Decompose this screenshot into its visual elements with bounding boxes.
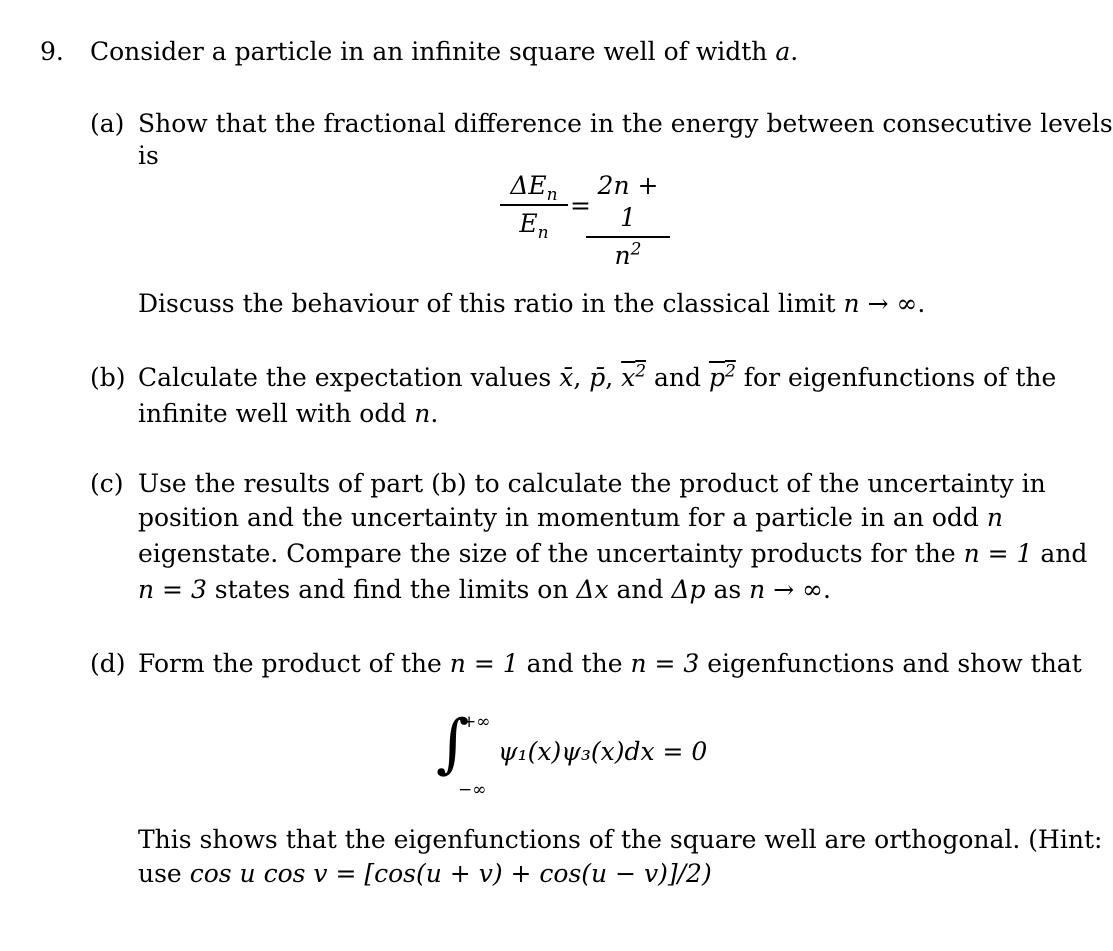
fraction-denominator: $n^2$ (614, 239, 642, 270)
part-b-line1: Calculate the expectation values x̄, p̄, $x^2$ and $p^2$ for eigenfunctions of the (138, 361, 1057, 392)
fraction-bar (586, 236, 670, 238)
part-b-line2: infinite well with odd n. (138, 399, 439, 428)
fraction-bar (500, 204, 568, 206)
integrand: ψ₁(x)ψ₃(x)dx = 0 (498, 737, 708, 766)
part-a-line2: is (138, 141, 159, 170)
intro-variable: a (775, 37, 791, 66)
fraction-denominator: $E_n$ (519, 209, 549, 243)
part-c-line3: eigenstate. Compare the size of the uncertainty products for the n = 1 and (138, 539, 1088, 568)
fraction-numerator: 2n + 1 (597, 171, 659, 232)
integral-upper-limit: +∞ (462, 712, 491, 732)
part-c-line1: Use the results of part (b) to calculate the product of the uncertainty in (138, 469, 1046, 498)
part-d-line1: Form the product of the n = 1 and the n = 3 eigenfunctions and show that (138, 649, 1082, 678)
problem-number: 9. (40, 37, 64, 66)
part-d-label: (d) (90, 649, 126, 678)
integral-sign: ∫ (436, 707, 470, 781)
part-a-line1: Show that the fractional difference in the energy between consecutive levels (138, 109, 1113, 138)
part-c-line4: n = 3 states and find the limits on Δx and Δp as n → ∞. (138, 575, 831, 604)
fraction-numerator: $\Delta E_n$ (510, 171, 558, 205)
intro-period: . (790, 37, 799, 66)
intro-text: Consider a particle in an infinite square well of width (90, 37, 776, 66)
part-c-line2: position and the uncertainty in momentum for a particle in an odd n (138, 503, 1003, 532)
fraction-2n-plus-1-over-n2 (586, 170, 670, 272)
part-b-label: (b) (90, 363, 126, 392)
part-d-note-line2: use cos u cos v = [cos(u + v) + cos(u − v)]/2) (138, 859, 712, 888)
integral-lower-limit: −∞ (458, 780, 487, 800)
part-a-label: (a) (90, 109, 125, 138)
part-c-label: (c) (90, 469, 124, 498)
part-d-note-line1: This shows that the eigenfunctions of the square well are orthogonal. (Hint: (138, 825, 1103, 854)
part-a-discuss: Discuss the behaviour of this ratio in the classical limit n → ∞. (138, 289, 926, 318)
fraction-delta-e-over-e (500, 170, 568, 243)
problem-intro (90, 36, 798, 68)
equals-sign: = (570, 191, 591, 220)
